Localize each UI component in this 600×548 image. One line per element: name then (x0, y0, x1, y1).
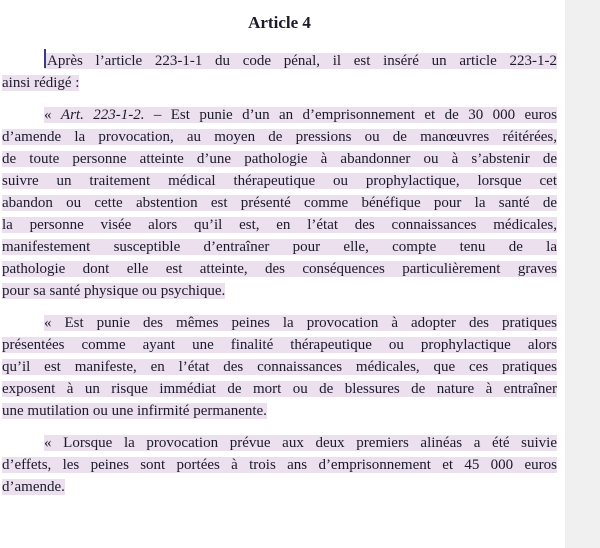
highlighted-text[interactable] (44, 315, 557, 331)
text-line[interactable] (2, 214, 557, 236)
highlighted-text[interactable] (2, 217, 557, 233)
highlighted-text[interactable] (2, 457, 557, 473)
text-line[interactable] (2, 104, 557, 126)
highlighted-text[interactable] (2, 261, 557, 277)
text-line[interactable] (2, 432, 557, 454)
highlighted-text[interactable] (2, 337, 557, 353)
text-line[interactable] (2, 192, 557, 214)
text-segment: Après l’article 223-1-1 du code pénal, il est inséré un article 223-1-2 (47, 53, 557, 69)
highlighted-text[interactable] (2, 283, 225, 299)
text-line[interactable] (2, 126, 557, 148)
text-segment: présentées comme ayant une finalité thérapeutique ou prophylactique alors (2, 337, 557, 353)
highlighted-text[interactable] (2, 381, 557, 397)
text-line[interactable] (2, 49, 557, 72)
text-segment: une mutilation ou une infirmité permanente. (2, 403, 267, 419)
highlighted-text[interactable] (44, 435, 557, 451)
highlighted-text[interactable] (44, 53, 557, 69)
highlighted-text[interactable] (2, 75, 79, 91)
text-segment: – Est punie d’un an d’emprisonnement et de 30 000 euros (144, 107, 557, 123)
highlighted-text[interactable] (2, 151, 557, 167)
text-segment: « Est punie des mêmes peines la provocation à adopter des pratiques (44, 315, 557, 331)
text-segment: « (44, 107, 61, 123)
text-segment: pathologie dont elle est atteinte, des conséquences particulièrement graves (2, 261, 557, 277)
text-segment: d’amende. (2, 479, 65, 495)
text-segment: exposent à un risque immédiat de mort ou de blessures de nature à entraîner (2, 381, 557, 397)
article-body (0, 49, 565, 498)
highlighted-text[interactable] (44, 107, 557, 123)
text-segment: abandon ou cette abstention est présenté comme bénéfique pour la santé de (2, 195, 557, 211)
text-line[interactable] (2, 72, 557, 94)
text-line[interactable] (2, 312, 557, 334)
text-line[interactable] (2, 236, 557, 258)
text-line[interactable] (2, 170, 557, 192)
highlighted-text[interactable] (2, 479, 65, 495)
article-heading[interactable]: Article 4 (248, 13, 311, 32)
paragraph[interactable] (2, 312, 557, 422)
highlighted-text[interactable] (2, 129, 557, 145)
text-segment: pour sa santé physique ou psychique. (2, 283, 226, 299)
text-segment: suivre un traitement médical thérapeutique ou prophylactique, lorsque cet (2, 173, 557, 189)
text-line[interactable] (2, 334, 557, 356)
highlighted-text[interactable] (2, 173, 557, 189)
text-line[interactable] (2, 280, 557, 302)
text-line[interactable] (2, 454, 557, 476)
text-segment: ainsi rédigé : (2, 75, 80, 91)
text-line[interactable] (2, 378, 557, 400)
paragraph[interactable] (2, 104, 557, 302)
text-segment: d’amende la provocation, au moyen de pressions ou de manœuvres réitérées, (2, 129, 557, 145)
text-segment: d’effets, les peines sont portées à trois ans d’emprisonnement et 45 000 euros (2, 457, 557, 473)
text-line[interactable] (2, 148, 557, 170)
text-segment: manifestement susceptible d’entraîner pour elle, compte tenu de la (2, 239, 557, 255)
highlighted-text[interactable] (2, 239, 557, 255)
text-segment: « Lorsque la provocation prévue aux deux premiers alinéas a été suivie (44, 435, 557, 451)
paragraph[interactable] (2, 432, 557, 498)
text-segment: de toute personne atteinte d’une pathologie à abandonner ou à s’abstenir de (2, 151, 557, 167)
text-line[interactable] (2, 356, 557, 378)
text-line[interactable] (2, 258, 557, 280)
text-cursor (44, 49, 46, 68)
text-line[interactable] (2, 400, 557, 422)
paragraph[interactable] (2, 49, 557, 94)
text-line[interactable] (2, 476, 557, 498)
highlighted-text[interactable] (2, 359, 557, 375)
page-gutter (565, 0, 600, 548)
highlighted-text[interactable] (2, 403, 267, 419)
text-segment: la personne visée alors qu’il est, en l’état des connaissances médicales, (2, 217, 557, 233)
highlighted-text[interactable] (2, 195, 557, 211)
text-segment: qu’il est manifeste, en l’état des connaissances médicales, que ces pratiques (2, 359, 557, 375)
italic-text: Art. 223-1-2. (60, 107, 145, 123)
